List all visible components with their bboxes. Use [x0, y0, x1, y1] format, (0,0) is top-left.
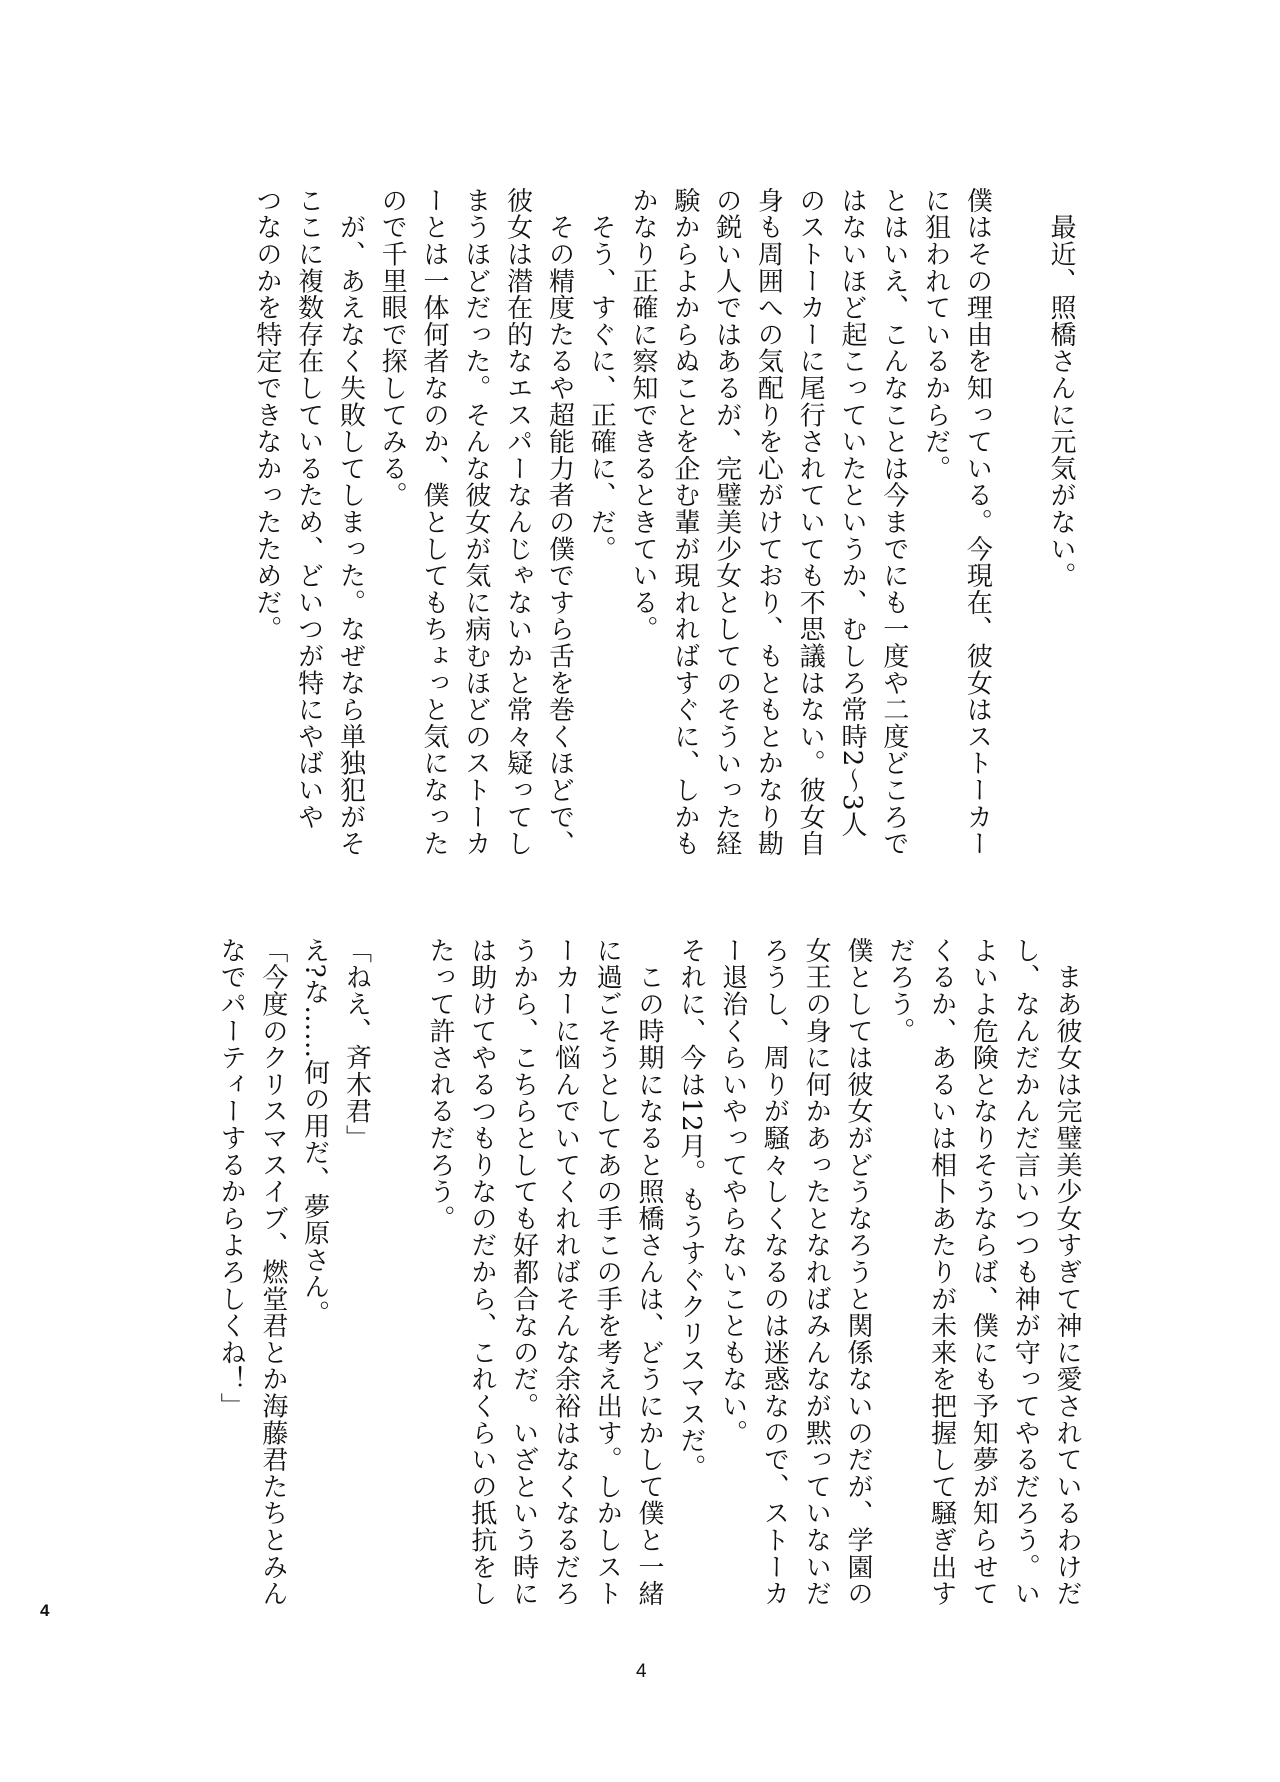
text-column: ろうし、周りが騒々しくなるのは迷惑なので、ストーカ	[759, 937, 790, 1607]
text-block-bottom	[209, 937, 1087, 1607]
text-column: ーとは一体何者なのか、僕としてもちょっと気になった	[419, 187, 450, 857]
text-column: なでパーティーするからよろしくね！」	[216, 937, 247, 1420]
text-column: くるか、あるいは相卜あたりが未来を把握して騒ぎ出す	[926, 937, 957, 1607]
text-column: 験からよからぬことを企む輩が現れればすぐに、しかも	[669, 187, 700, 857]
text-column: ー退治くらいやってやらないこともない。	[717, 937, 748, 1447]
text-column: まうほどだった。そんな彼女が気に病むほどのストーカ	[460, 187, 491, 857]
text-column: それに、今は12月。もうすぐクリスマスだ。	[675, 937, 706, 1481]
page-number-left: 4	[40, 1601, 50, 1620]
text-column: とはいえ、こんなことは今までにも一度や二度どころで	[878, 187, 909, 857]
text-column: ので千里眼で探してみる。	[377, 187, 408, 509]
text-column: に狙われているからだ。	[920, 187, 951, 482]
text-column: そう、すぐに、正確に、だ。	[586, 187, 617, 563]
text-column	[376, 937, 418, 1597]
page-number-center: 4	[636, 1661, 647, 1682]
text-column: え?な……何の用だ、夢原さん。	[299, 937, 330, 1327]
text-column: 「ねえ、斉木君」	[341, 937, 372, 1152]
text-column: つなのかを特定できなかったためだ。	[251, 187, 282, 643]
text-column: 女王の身に何かあったとなればみんなが黙っていないだ	[801, 937, 832, 1607]
text-column: ーカーに悩んでいてくれればそんな余裕はなくなるだろ	[550, 937, 581, 1607]
text-column: は助けてやるつもりなのだから、これくらいの抵抗をし	[466, 937, 497, 1607]
text-column: まあ彼女は完璧美少女すぎて神に愛されているわけだ	[1052, 937, 1082, 1607]
text-column: 最近、照橋さんに元気がない。	[1046, 187, 1076, 589]
text-column: うから、こちらとしても好都合なのだ。いざという時に	[508, 937, 539, 1607]
text-column	[997, 187, 1039, 847]
text-column: 僕としては彼女がどうなろうと関係ないのだが、学園の	[843, 937, 874, 1607]
text-column: 「今度のクリスマスイブ、燃堂君とか海藤君たちとみん	[257, 937, 288, 1607]
text-column: 身も周囲への気配りを心がけており、もともとかなり勘	[753, 187, 784, 857]
text-column: かなり正確に察知できるときている。	[628, 187, 659, 643]
text-column: この時期になると照橋さんは、どうにかして僕と一緒	[634, 937, 665, 1607]
text-column: が、あえなく失敗してしまった。なぜなら単独犯がそ	[335, 187, 366, 857]
text-column: だろう。	[884, 937, 915, 1045]
text-column: に過ごそうとしてあの手この手を考え出す。しかしスト	[592, 937, 623, 1607]
text-column: のストーカーに尾行されていても不思議はない。彼女自	[795, 187, 826, 857]
text-column: の鋭い人ではあるが、完璧美少女としてのそういった経	[711, 187, 742, 857]
text-column: ここに複数存在しているため、どいつが特にやばいや	[293, 187, 324, 831]
text-column: はないほど起こっていたというか、むしろ常時2～3人	[837, 187, 868, 839]
text-column: その精度たるや超能力者の僕ですら舌を巻くほどで、	[544, 187, 575, 857]
text-column: たって許されるだろう。	[425, 937, 456, 1232]
text-column: 彼女は潜在的なエスパーなんじゃないかと常々疑ってし	[502, 187, 533, 857]
text-column: し、なんだかんだ言いつつも神が守ってやるだろう。い	[1010, 937, 1041, 1607]
text-column: 僕はその理由を知っている。今現在、彼女はストーカー	[962, 187, 993, 857]
text-column: よいよ危険となりそうならば、僕にも予知夢が知らせて	[968, 937, 999, 1607]
text-block-top	[245, 187, 1081, 857]
